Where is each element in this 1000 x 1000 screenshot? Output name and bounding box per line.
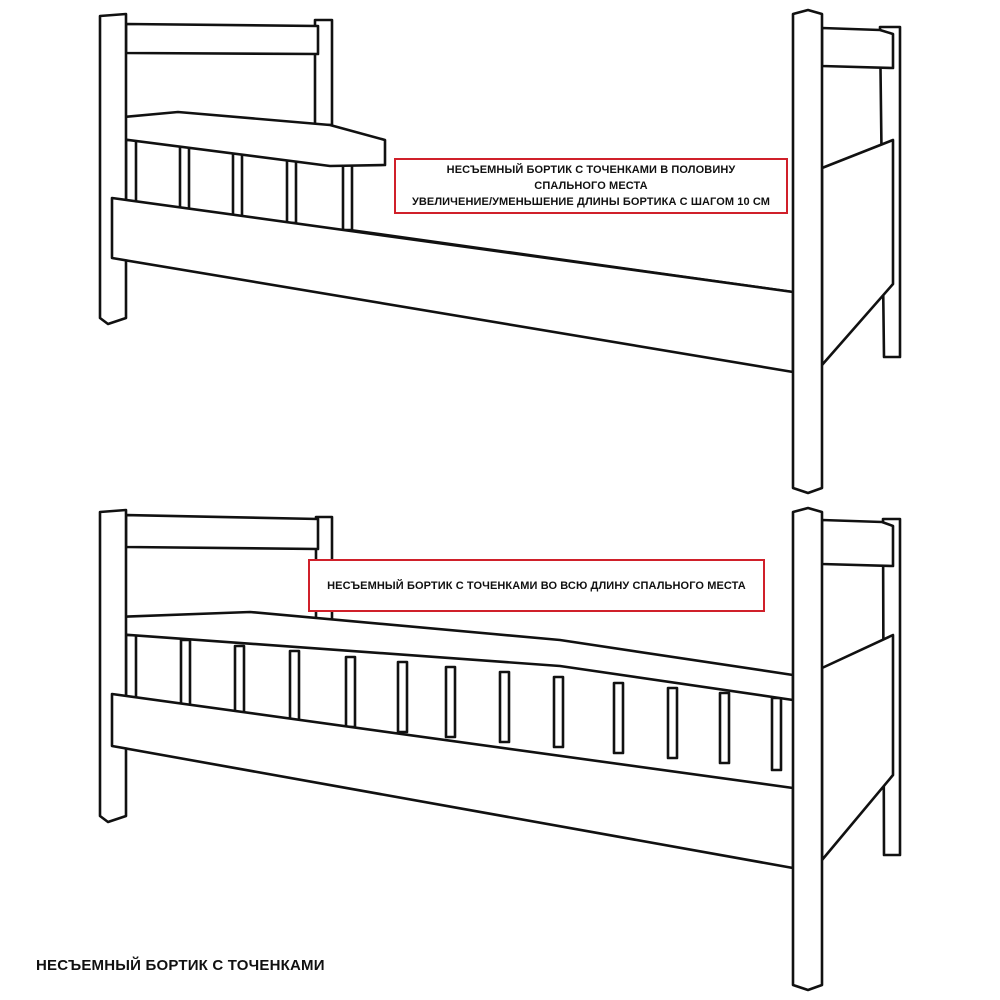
spindle [554, 677, 563, 747]
bed-bottom-left-front-post [100, 510, 126, 822]
bed-bottom-right-front-post [793, 508, 822, 990]
spindle [500, 672, 509, 742]
spindle [398, 662, 407, 732]
callout-line: НЕСЪЕМНЫЙ БОРТИК С ТОЧЕНКАМИ ВО ВСЮ ДЛИНУ СПАЛЬНОГО МЕСТА [327, 579, 746, 592]
spindle [126, 635, 136, 705]
callout-line: УВЕЛИЧЕНИЕ/УМЕНЬШЕНИЕ ДЛИНЫ БОРТИКА С ШАГОМ 10 СМ [411, 196, 771, 208]
spindle [346, 657, 355, 727]
spindle [614, 683, 623, 753]
bed-bottom-left-top-rail [126, 515, 318, 549]
bed-bottom-right-panel [822, 635, 893, 860]
spindle [668, 688, 677, 758]
spindle [181, 640, 190, 710]
spindle [772, 698, 781, 770]
spindle [720, 693, 729, 763]
spindle [446, 667, 455, 737]
callout-line: СПАЛЬНОГО МЕСТА [534, 180, 648, 192]
spindle [235, 646, 244, 716]
footer-caption: НЕСЪЕМНЫЙ БОРТИК С ТОЧЕНКАМИ [36, 957, 325, 974]
callout-line: НЕСЪЕМНЫЙ БОРТИК С ТОЧЕНКАМИ В ПОЛОВИНУ [446, 164, 736, 176]
callout-full-rail [308, 559, 765, 612]
bed-bottom-right-top-rail [822, 520, 893, 566]
callout-half-rail [394, 158, 788, 214]
spindle [290, 651, 299, 721]
